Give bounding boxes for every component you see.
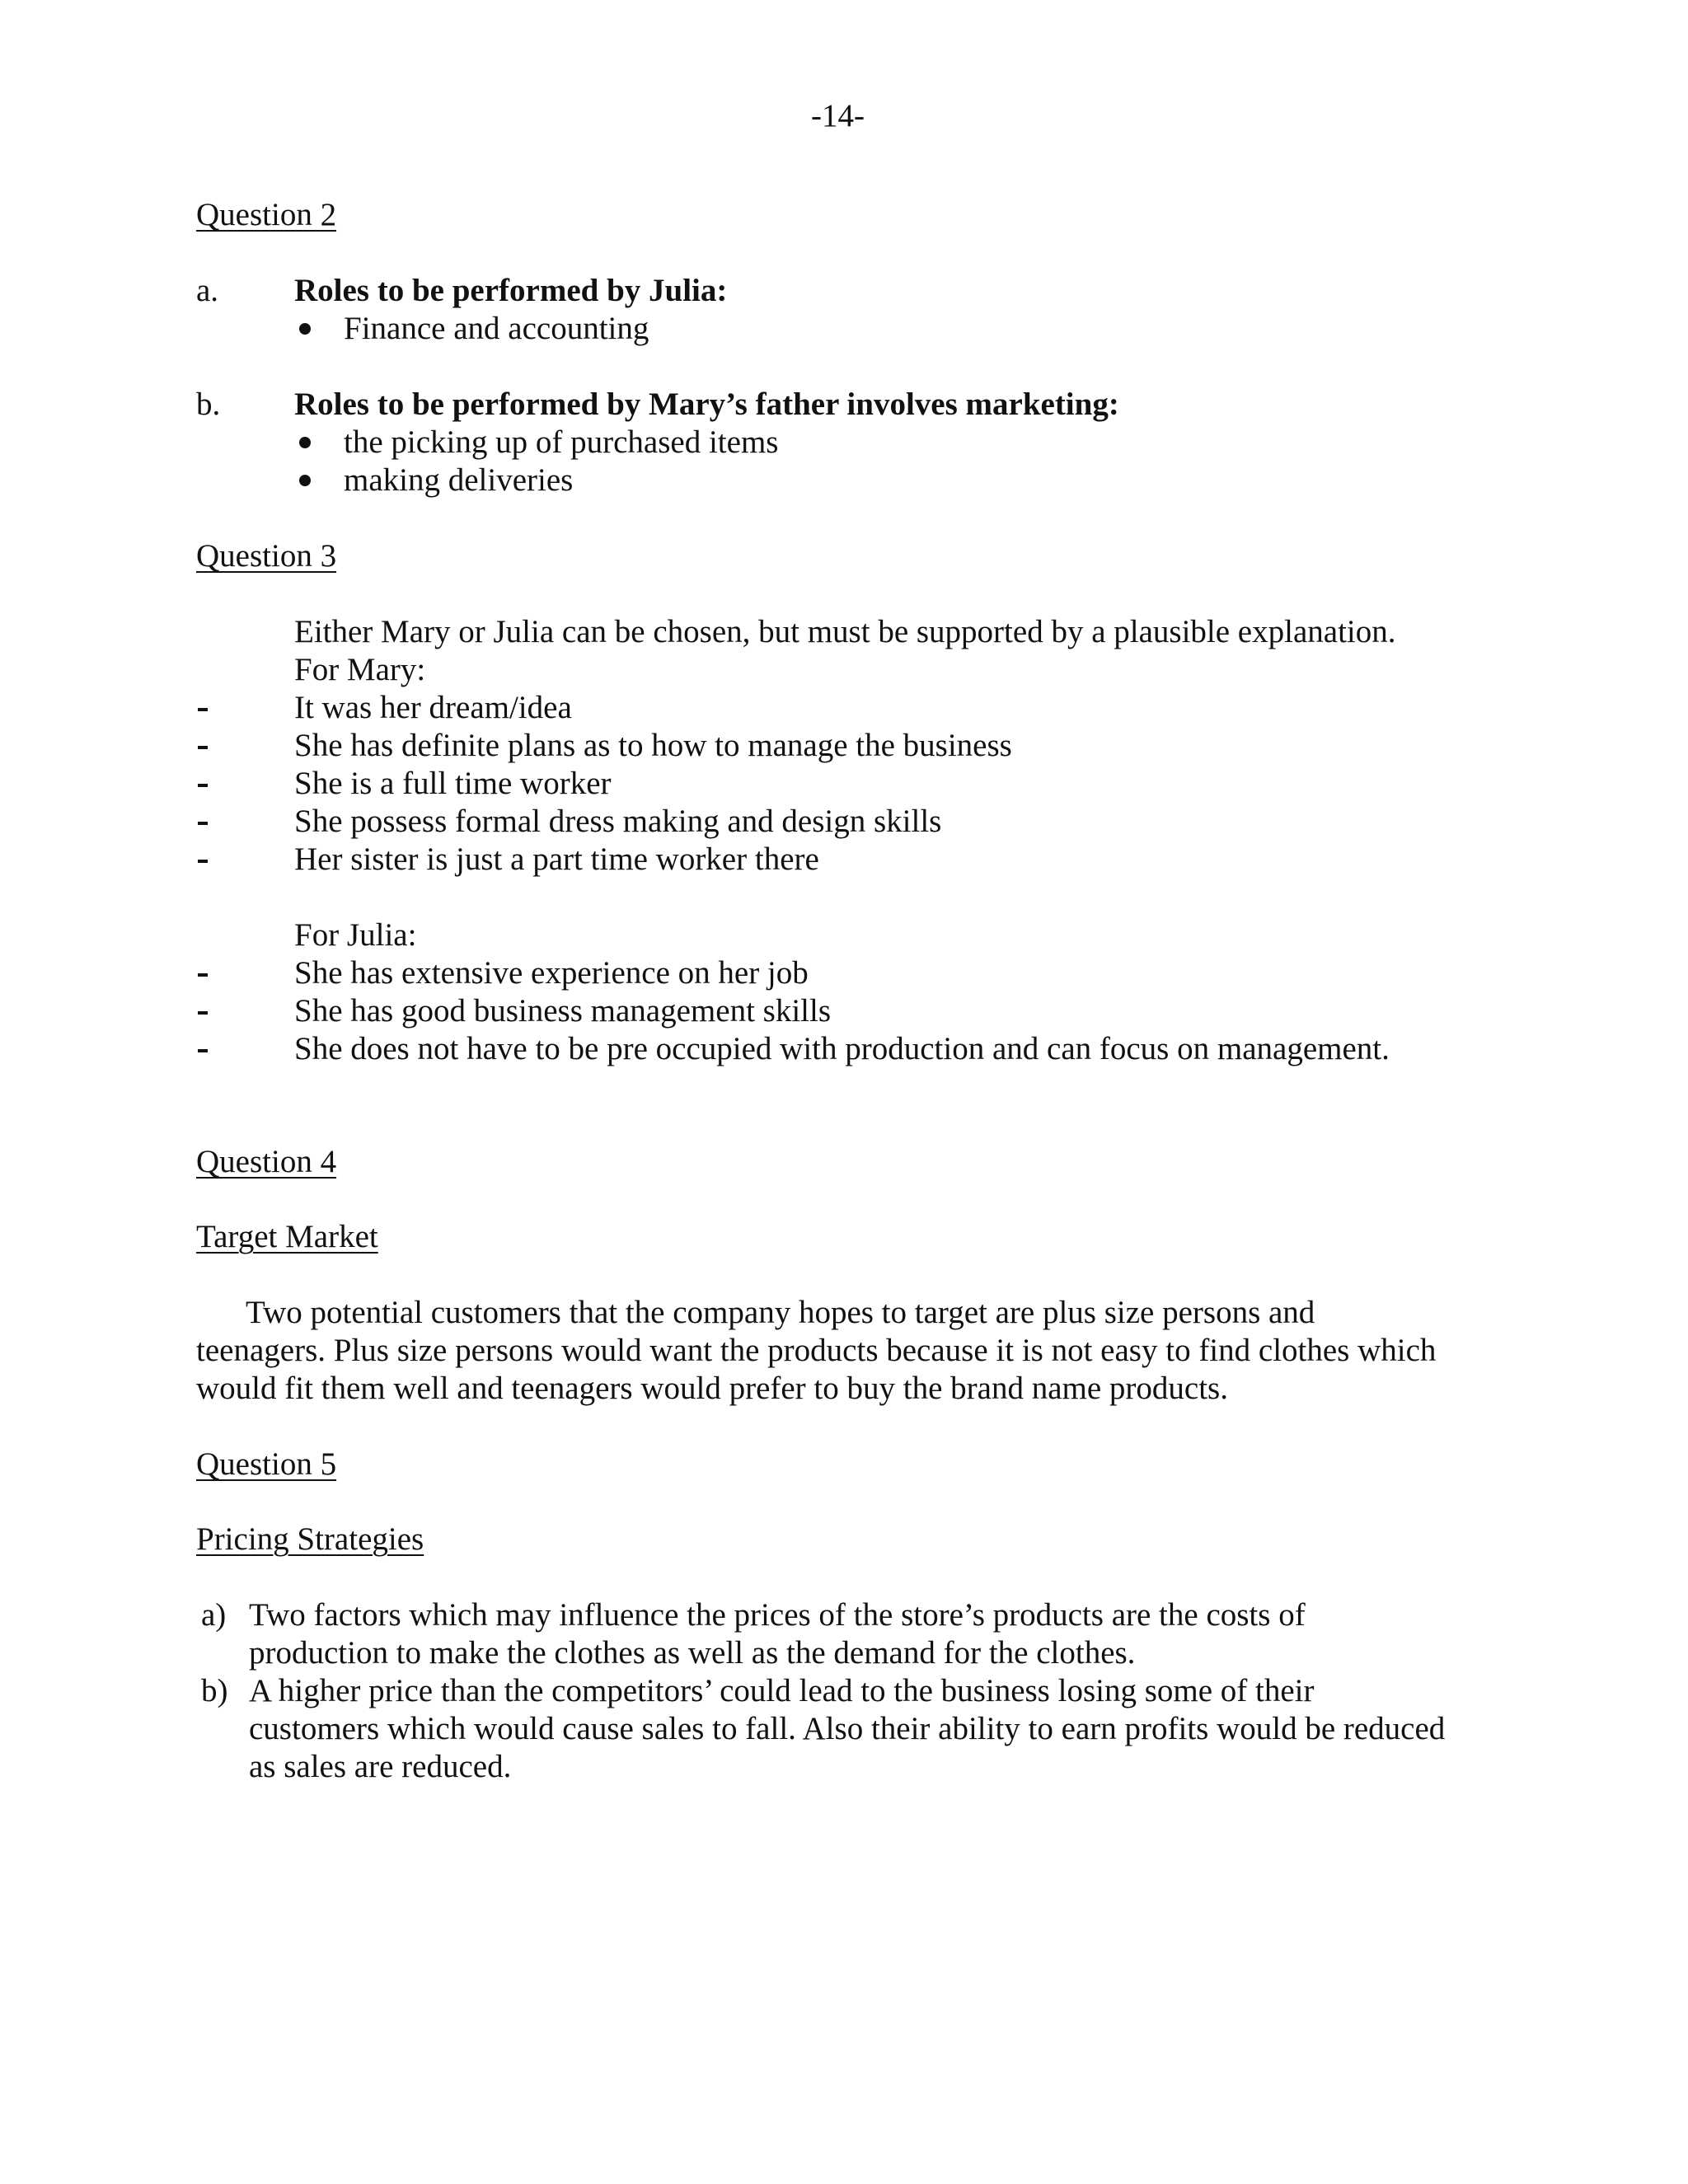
- bullet-icon: [299, 475, 311, 486]
- q2-b-bullet: making deliveries: [344, 462, 574, 498]
- pricing-strategies-heading: Pricing Strategies: [196, 1521, 424, 1557]
- q5-a-marker: a): [201, 1597, 227, 1633]
- dash-bullet-icon: [198, 822, 208, 825]
- q3-mary-point: It was her dream/idea: [294, 690, 572, 725]
- dash-bullet-icon: [198, 708, 208, 711]
- dash-bullet-icon: [198, 746, 208, 749]
- q5-b-line: customers which would cause sales to fall. Also their ability to earn profits would be reduced: [249, 1711, 1446, 1746]
- target-market-heading: Target Market: [196, 1219, 378, 1254]
- q2-a-marker: a.: [196, 273, 219, 308]
- dash-bullet-icon: [198, 1011, 208, 1015]
- dash-bullet-icon: [198, 860, 208, 863]
- q2-b-title: Roles to be performed by Mary’s father involves marketing:: [294, 387, 1119, 422]
- question-3-heading: Question 3: [196, 538, 337, 574]
- q3-julia-point: She does not have to be pre occupied with production and can focus on management.: [294, 1031, 1390, 1066]
- q2-a-title: Roles to be performed by Julia:: [294, 273, 728, 308]
- page-number: -14-: [811, 98, 865, 134]
- q3-intro: Either Mary or Julia can be chosen, but must be supported by a plausible explanation.: [294, 614, 1396, 649]
- q3-julia-point: She has good business management skills: [294, 993, 832, 1029]
- q3-julia-label: For Julia:: [294, 917, 417, 953]
- q3-julia-point: She has extensive experience on her job: [294, 955, 809, 991]
- q5-a-line: production to make the clothes as well as the demand for the clothes.: [249, 1635, 1136, 1671]
- q3-mary-point: Her sister is just a part time worker there: [294, 841, 819, 877]
- bullet-icon: [299, 437, 311, 448]
- q3-mary-point: She has definite plans as to how to manage the business: [294, 728, 1012, 763]
- dash-bullet-icon: [198, 1049, 208, 1052]
- q3-mary-point: She possess formal dress making and design skills: [294, 804, 942, 839]
- q4-paragraph-line: Two potential customers that the company hopes to target are plus size persons and: [246, 1295, 1315, 1330]
- dash-bullet-icon: [198, 973, 208, 977]
- q2-b-bullet: the picking up of purchased items: [344, 424, 779, 460]
- q4-paragraph-line: teenagers. Plus size persons would want the products because it is not easy to find clothes which: [196, 1333, 1437, 1368]
- q4-paragraph-line: would fit them well and teenagers would prefer to buy the brand name products.: [196, 1371, 1228, 1406]
- question-5-heading: Question 5: [196, 1446, 337, 1482]
- q2-b-marker: b.: [196, 387, 221, 422]
- q5-b-line: A higher price than the competitors’ could lead to the business losing some of their: [249, 1673, 1315, 1708]
- question-4-heading: Question 4: [196, 1144, 337, 1179]
- q5-b-line: as sales are reduced.: [249, 1749, 512, 1784]
- q2-a-bullet: Finance and accounting: [344, 311, 649, 346]
- q3-mary-point: She is a full time worker: [294, 766, 612, 801]
- question-2-heading: Question 2: [196, 197, 337, 232]
- q5-b-marker: b): [201, 1673, 228, 1708]
- bullet-icon: [299, 323, 311, 335]
- q5-a-line: Two factors which may influence the prices of the store’s products are the costs of: [249, 1597, 1306, 1633]
- dash-bullet-icon: [198, 784, 208, 787]
- q3-mary-label: For Mary:: [294, 652, 426, 687]
